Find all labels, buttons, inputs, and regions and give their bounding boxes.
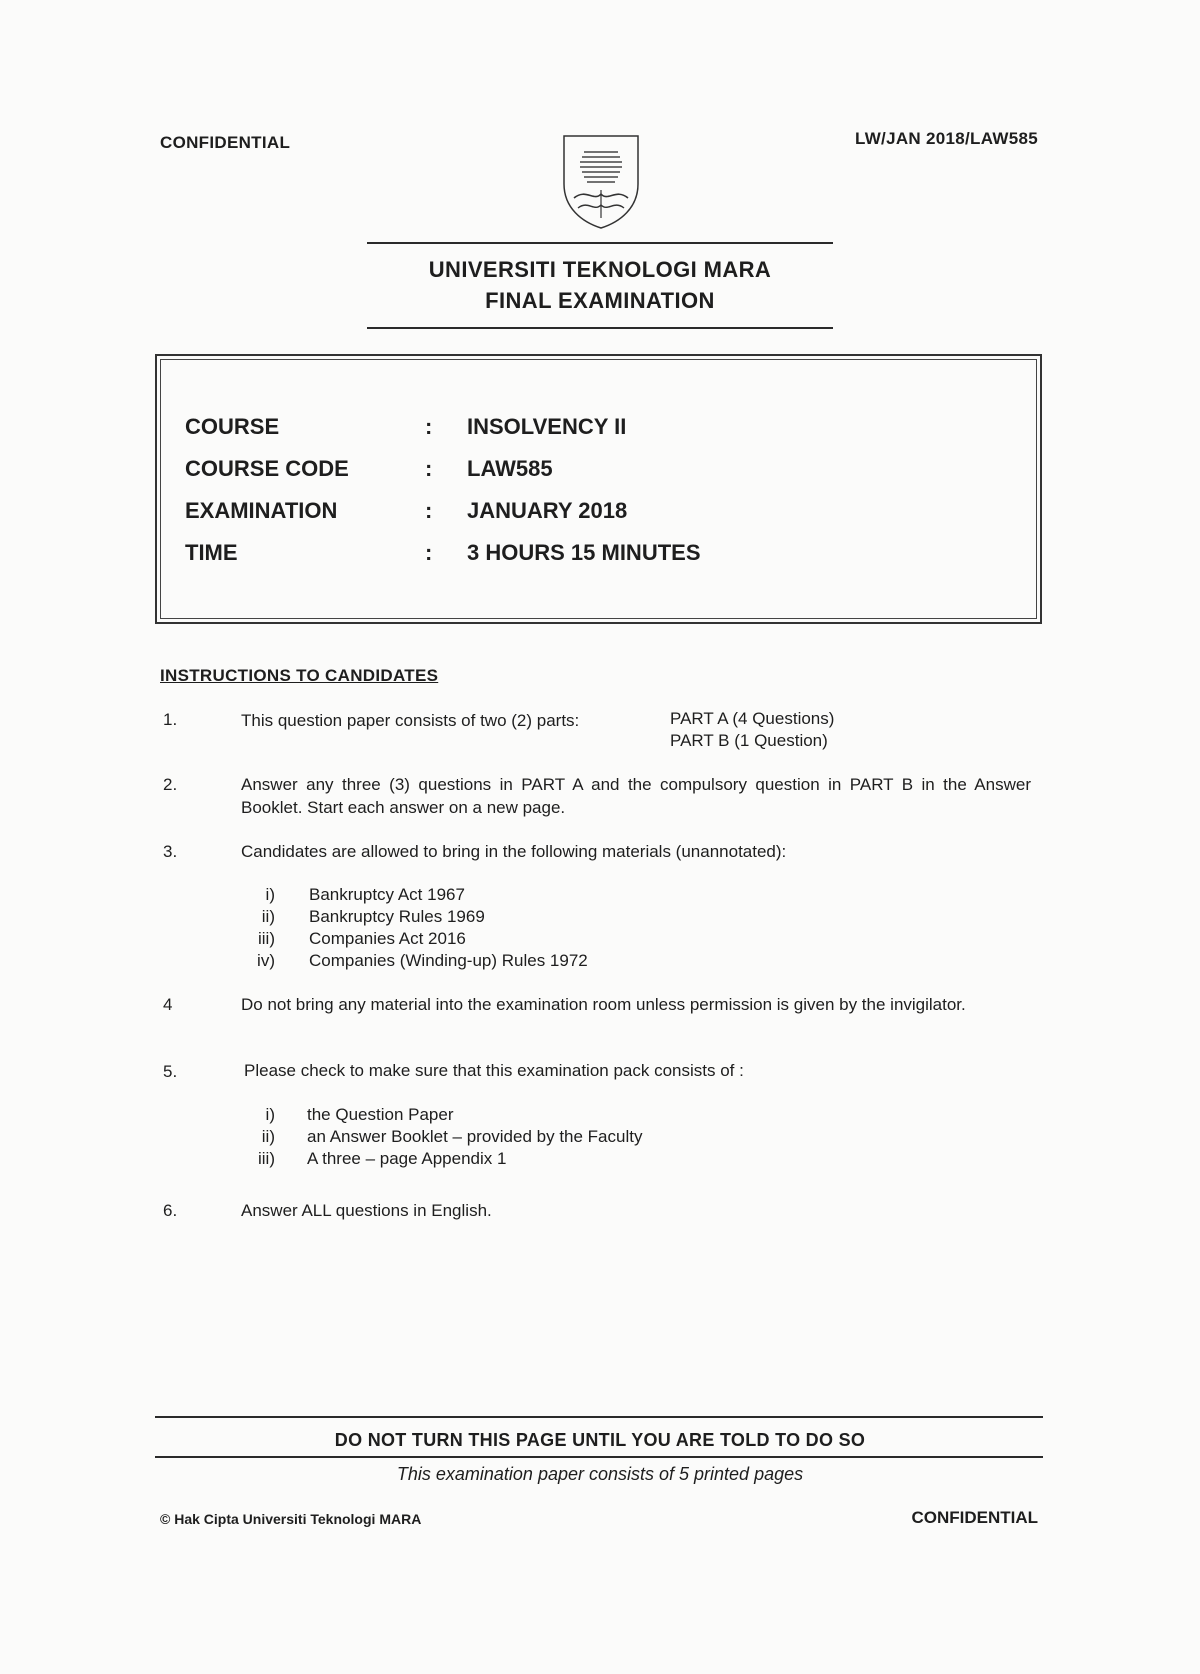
instruction-number: 2. (163, 775, 178, 794)
examination-label: EXAMINATION (185, 498, 338, 523)
examination-value: JANUARY 2018 (467, 498, 628, 523)
instructions-title: INSTRUCTIONS TO CANDIDATES (160, 666, 439, 685)
title-bottom-rule (367, 327, 833, 329)
part-a-label: PART A (4 Questions) (670, 709, 835, 728)
time-label: TIME (185, 540, 238, 565)
course-code-value: LAW585 (467, 456, 553, 481)
paper-code-header: LW/JAN 2018/LAW585 (854, 129, 1038, 148)
instruction-text: Please check to make sure that this examination pack consists of : (244, 1061, 744, 1080)
instruction-number: 6. (163, 1201, 178, 1220)
course-code-colon: : (425, 456, 433, 481)
course-label: COURSE (185, 414, 280, 439)
part-b-label: PART B (1 Question) (670, 731, 828, 750)
course-code-label: COURSE CODE (185, 456, 349, 481)
copyright-notice: © Hak Cipta Universiti Teknologi MARA (160, 1511, 422, 1527)
university-crest-logo (560, 132, 642, 230)
footer-top-rule (155, 1416, 1043, 1418)
course-colon: : (425, 414, 433, 439)
instruction-number: 4 (163, 995, 173, 1014)
instruction-text: Answer ALL questions in English. (241, 1201, 492, 1220)
instruction-text: Answer any three (3) questions in PART A and the compulsory question in PART B in the Answer Booklet. Start each answer on a new page. (241, 775, 1031, 817)
instruction-text: Candidates are allowed to bring in the following materials (unannotated): (241, 842, 787, 861)
time-value: 3 HOURS 15 MINUTES (467, 540, 701, 565)
do-not-turn-warning: DO NOT TURN THIS PAGE UNTIL YOU ARE TOLD TO DO SO (334, 1430, 866, 1450)
title-top-rule (367, 242, 833, 244)
instruction-text: Do not bring any material into the examination room unless permission is given by the invigilator. (241, 995, 966, 1014)
instruction-number: 3. (163, 842, 178, 861)
exam-type-title: FINAL EXAMINATION (485, 288, 715, 313)
course-info-box (155, 354, 1042, 624)
confidential-footer: CONFIDENTIAL (911, 1508, 1038, 1527)
instruction-text: This question paper consists of two (2) parts: (241, 711, 580, 730)
confidential-header-left: CONFIDENTIAL (160, 133, 291, 152)
instruction-number: 1. (163, 710, 178, 729)
examination-colon: : (425, 498, 433, 523)
footer-bottom-rule (155, 1456, 1043, 1458)
instruction-number: 5. (163, 1062, 178, 1081)
university-name: UNIVERSITI TEKNOLOGI MARA (428, 257, 772, 282)
page-count-note: This examination paper consists of 5 printed pages (396, 1464, 804, 1484)
time-colon: : (425, 540, 433, 565)
course-value: INSOLVENCY II (467, 414, 627, 439)
